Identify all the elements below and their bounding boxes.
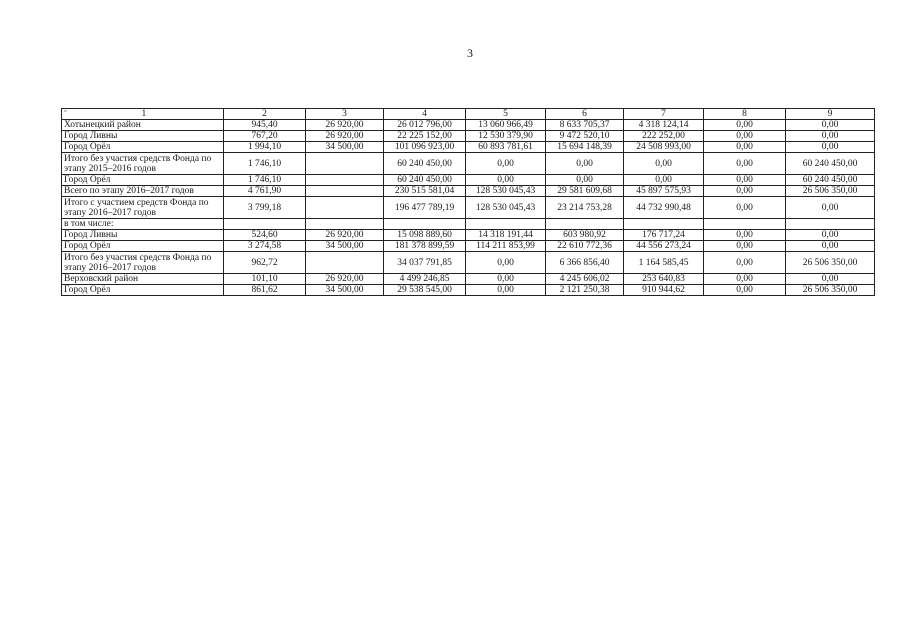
- table-cell: 176 717,24: [624, 230, 704, 241]
- table-cell: 0,00: [786, 120, 875, 131]
- row-label: Хотынецкий район: [62, 120, 224, 131]
- table-cell: 0,00: [786, 142, 875, 153]
- table-cell: 101,10: [224, 274, 306, 285]
- table-cell: 26 920,00: [306, 230, 384, 241]
- table-cell: 2 121 250,38: [546, 285, 624, 296]
- header-cell: 3: [306, 109, 384, 120]
- table-cell: 6 366 856,40: [546, 252, 624, 274]
- table-cell: 128 530 045,43: [466, 197, 546, 219]
- table-cell: [306, 186, 384, 197]
- table-row: [62, 252, 875, 274]
- table-cell: 15 098 889,60: [384, 230, 466, 241]
- table-cell: 962,72: [224, 252, 306, 274]
- table-cell: 0,00: [786, 241, 875, 252]
- table-cell: 60 893 781,61: [466, 142, 546, 153]
- table-cell: 34 500,00: [306, 241, 384, 252]
- header-cell: 5: [466, 109, 546, 120]
- row-label: Город Ливны: [62, 131, 224, 142]
- table-cell: 1 746,10: [224, 153, 306, 175]
- table-cell: 0,00: [704, 285, 786, 296]
- table-cell: 29 538 545,00: [384, 285, 466, 296]
- table-cell: 26 920,00: [306, 131, 384, 142]
- table-cell: 196 477 789,19: [384, 197, 466, 219]
- header-cell: 4: [384, 109, 466, 120]
- table-cell: 26 920,00: [306, 274, 384, 285]
- header-cell: 9: [786, 109, 875, 120]
- table-cell: [306, 153, 384, 175]
- table-cell: 0,00: [704, 197, 786, 219]
- table-cell: 26 920,00: [306, 120, 384, 131]
- table-cell: 34 037 791,85: [384, 252, 466, 274]
- table-cell: [624, 219, 704, 230]
- table-row: [62, 175, 875, 186]
- table-cell: 1 164 585,45: [624, 252, 704, 274]
- table-cell: 13 060 966,49: [466, 120, 546, 131]
- table-cell: 101 096 923,00: [384, 142, 466, 153]
- table-cell: 253 640,83: [624, 274, 704, 285]
- table-cell: 26 506 350,00: [786, 285, 875, 296]
- table-cell: 0,00: [704, 252, 786, 274]
- table-row: [62, 230, 875, 241]
- table-cell: 0,00: [546, 175, 624, 186]
- table-cell: 45 897 575,93: [624, 186, 704, 197]
- table-cell: 8 633 705,37: [546, 120, 624, 131]
- table-cell: 4 318 124,14: [624, 120, 704, 131]
- table-cell: 15 694 148,39: [546, 142, 624, 153]
- table-cell: 0,00: [704, 186, 786, 197]
- table-cell: 0,00: [786, 131, 875, 142]
- table-cell: 34 500,00: [306, 142, 384, 153]
- table-cell: 4 761,90: [224, 186, 306, 197]
- table-cell: 0,00: [466, 274, 546, 285]
- table-cell: 0,00: [466, 153, 546, 175]
- table-cell: 1 994,10: [224, 142, 306, 153]
- table-cell: 0,00: [704, 241, 786, 252]
- table-cell: 26 506 350,00: [786, 252, 875, 274]
- table-cell: 0,00: [546, 153, 624, 175]
- table-cell: 0,00: [704, 120, 786, 131]
- table-row: [62, 186, 875, 197]
- table-cell: 1 746,10: [224, 175, 306, 186]
- table-cell: 0,00: [704, 175, 786, 186]
- data-table: [61, 108, 875, 296]
- table-cell: 26 012 796,00: [384, 120, 466, 131]
- table-cell: 230 515 581,04: [384, 186, 466, 197]
- row-label: Верховский район: [62, 274, 224, 285]
- table-cell: 0,00: [704, 153, 786, 175]
- table-cell: 0,00: [704, 131, 786, 142]
- table-cell: [306, 252, 384, 274]
- table-cell: 34 500,00: [306, 285, 384, 296]
- table-cell: 44 732 990,48: [624, 197, 704, 219]
- table-row: [62, 241, 875, 252]
- table-row: [62, 153, 875, 175]
- table-cell: 0,00: [704, 274, 786, 285]
- table-cell: [224, 219, 306, 230]
- table-cell: 22 225 152,00: [384, 131, 466, 142]
- table-cell: 181 378 899,59: [384, 241, 466, 252]
- table-cell: 114 211 853,99: [466, 241, 546, 252]
- table-cell: [306, 219, 384, 230]
- table-cell: [704, 219, 786, 230]
- table-cell: 222 252,00: [624, 131, 704, 142]
- table-cell: 603 980,92: [546, 230, 624, 241]
- row-label: Итого без участия средств Фонда по этапу 2015–2016 годов: [62, 153, 224, 175]
- table-row: [62, 120, 875, 131]
- row-label: Город Орёл: [62, 175, 224, 186]
- header-cell: 7: [624, 109, 704, 120]
- table-cell: 23 214 753,28: [546, 197, 624, 219]
- table-cell: [306, 175, 384, 186]
- table-cell: [384, 219, 466, 230]
- table-row: [62, 131, 875, 142]
- header-cell: 8: [704, 109, 786, 120]
- table-cell: 22 610 772,36: [546, 241, 624, 252]
- table-cell: 60 240 450,00: [786, 175, 875, 186]
- header-cell: ˇ 1: [62, 109, 224, 120]
- header-cell: 6: [546, 109, 624, 120]
- row-label: Итого с участием средств Фонда по этапу 2016–2017 годов: [62, 197, 224, 219]
- table-cell: 0,00: [786, 274, 875, 285]
- table-cell: 3 274,58: [224, 241, 306, 252]
- table-cell: 12 530 379,90: [466, 131, 546, 142]
- row-label: Город Орёл: [62, 285, 224, 296]
- table-cell: 4 245 606,02: [546, 274, 624, 285]
- table-cell: 44 556 273,24: [624, 241, 704, 252]
- table-cell: 0,00: [704, 142, 786, 153]
- header-mark: ˇ: [64, 109, 67, 118]
- page-number: 3: [467, 46, 473, 60]
- table-row: [62, 274, 875, 285]
- table-cell: 0,00: [466, 252, 546, 274]
- table-row: [62, 219, 875, 230]
- table-cell: 0,00: [786, 197, 875, 219]
- table-cell: [306, 197, 384, 219]
- table-row: [62, 285, 875, 296]
- table-row: [62, 142, 875, 153]
- table-cell: 60 240 450,00: [384, 175, 466, 186]
- table-cell: [546, 219, 624, 230]
- header-cell: 2: [224, 109, 306, 120]
- table-cell: 0,00: [704, 230, 786, 241]
- table-cell: [466, 219, 546, 230]
- row-label: Итого без участия средств Фонда по этапу 2016–2017 годов: [62, 252, 224, 274]
- table-cell: 3 799,18: [224, 197, 306, 219]
- table-cell: 26 506 350,00: [786, 186, 875, 197]
- row-label: в том числе:: [62, 219, 224, 230]
- table-cell: 60 240 450,00: [786, 153, 875, 175]
- table-cell: 861,62: [224, 285, 306, 296]
- table-cell: 9 472 520,10: [546, 131, 624, 142]
- table-cell: 0,00: [466, 285, 546, 296]
- table-cell: 767,20: [224, 131, 306, 142]
- table-cell: [786, 219, 875, 230]
- table-cell: 0,00: [786, 230, 875, 241]
- table-cell: 4 499 246,85: [384, 274, 466, 285]
- table-cell: 910 944,62: [624, 285, 704, 296]
- row-label: Город Ливны: [62, 230, 224, 241]
- table-cell: 24 508 993,00: [624, 142, 704, 153]
- table-cell: 0,00: [624, 153, 704, 175]
- table-cell: 524,60: [224, 230, 306, 241]
- row-label: Город Орёл: [62, 241, 224, 252]
- table-cell: 60 240 450,00: [384, 153, 466, 175]
- table-cell: 0,00: [624, 175, 704, 186]
- table-cell: 945,40: [224, 120, 306, 131]
- table-cell: 29 581 609,68: [546, 186, 624, 197]
- table-cell: 14 318 191,44: [466, 230, 546, 241]
- table-body: [62, 109, 875, 296]
- table-row: [62, 197, 875, 219]
- row-label: Город Орёл: [62, 142, 224, 153]
- table-cell: 128 530 045,43: [466, 186, 546, 197]
- table-cell: 0,00: [466, 175, 546, 186]
- table-header-row: [62, 109, 875, 120]
- row-label: Всего по этапу 2016–2017 годов: [62, 186, 224, 197]
